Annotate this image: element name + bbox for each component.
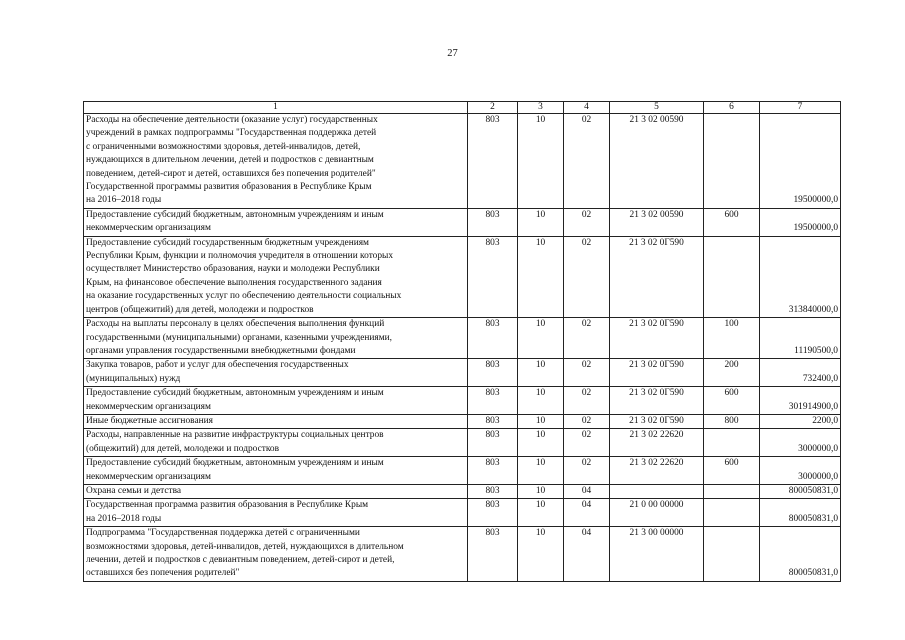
expense-name-line: осуществляет Министерство образования, науки и молодежи Республики	[86, 264, 380, 275]
expense-name-cell	[84, 208, 468, 236]
expense-type-cell	[704, 429, 760, 457]
expense-name-line: Республики Крым, функции и полномочия учредителя в отношении которых	[86, 251, 394, 262]
target-article-cell: 21 3 02 00590	[610, 208, 704, 236]
expense-type-cell	[704, 527, 760, 582]
section-cell: 10	[518, 429, 564, 457]
table-row	[84, 236, 841, 317]
expense-name-line: Охрана семьи и детства	[86, 485, 182, 496]
expense-type-cell: 600	[704, 387, 760, 415]
amount-cell: 732400,0	[760, 359, 841, 387]
expense-name-cell	[84, 414, 468, 428]
amount-cell: 3000000,0	[760, 429, 841, 457]
expense-name-line: поведением, детей-сирот и детей, оставшихся без попечения родителей"	[86, 168, 376, 179]
table-row	[84, 318, 841, 359]
subsection-cell: 02	[564, 318, 610, 359]
subsection-cell: 02	[564, 414, 610, 428]
expense-name-line: оставшихся без попечения родителей"	[86, 568, 240, 579]
amount-cell: 11190500,0	[760, 318, 841, 359]
expense-type-cell: 100	[704, 318, 760, 359]
table-row	[84, 359, 841, 387]
expense-type-cell: 600	[704, 208, 760, 236]
expense-type-cell	[704, 484, 760, 498]
column-number-cell: 5	[610, 102, 704, 114]
expense-name-line: Расходы на выплаты персоналу в целях обеспечения выполнения функций	[86, 319, 385, 330]
grbs-cell: 803	[468, 527, 518, 582]
expense-name-line: центров (общежитий) для детей, молодежи и подростков	[86, 304, 314, 315]
grbs-cell: 803	[468, 484, 518, 498]
expense-name-line: Предоставление субсидий бюджетным, автономным учреждениям и иным	[86, 209, 384, 220]
table-row	[84, 457, 841, 485]
amount-cell: 800050831,0	[760, 527, 841, 582]
table-row	[84, 387, 841, 415]
expense-type-cell: 600	[704, 457, 760, 485]
grbs-cell: 803	[468, 387, 518, 415]
expense-name-cell	[84, 114, 468, 209]
expense-name-line: Подпрограмма "Государственная поддержка детей с ограниченными	[86, 528, 360, 539]
grbs-cell: 803	[468, 429, 518, 457]
section-cell: 10	[518, 387, 564, 415]
subsection-cell: 02	[564, 114, 610, 209]
target-article-cell: 21 3 02 0Г590	[610, 359, 704, 387]
expense-name-line: Закупка товаров, работ и услуг для обеспечения государственных	[86, 360, 349, 371]
grbs-cell: 803	[468, 318, 518, 359]
section-cell: 10	[518, 236, 564, 317]
expense-name-line: на 2016–2018 годы	[86, 195, 162, 206]
expense-name-line: (общежитий) для детей, молодежи и подростков	[86, 443, 280, 454]
expense-name-cell	[84, 387, 468, 415]
grbs-cell: 803	[468, 359, 518, 387]
expense-type-cell	[704, 236, 760, 317]
table-row	[84, 527, 841, 582]
table-row	[84, 414, 841, 428]
section-cell: 10	[518, 114, 564, 209]
expense-type-cell	[704, 499, 760, 527]
section-cell: 10	[518, 414, 564, 428]
expense-name-line: органами управления государственными внебюджетными фондами	[86, 345, 356, 356]
expense-name-cell	[84, 359, 468, 387]
column-number-cell: 3	[518, 102, 564, 114]
page-number: 27	[447, 48, 458, 59]
column-number-cell: 2	[468, 102, 518, 114]
section-cell: 10	[518, 499, 564, 527]
section-cell: 10	[518, 208, 564, 236]
column-number-cell: 4	[564, 102, 610, 114]
column-number-row	[84, 102, 841, 114]
expense-name-line: Предоставление субсидий бюджетным, автономным учреждениям и иным	[86, 388, 384, 399]
expense-name-line: Предоставление субсидий государственным бюджетным учреждениям	[86, 237, 369, 248]
target-article-cell: 21 3 02 22620	[610, 429, 704, 457]
target-article-cell: 21 3 02 00590	[610, 114, 704, 209]
expense-name-cell	[84, 527, 468, 582]
amount-cell: 313840000,0	[760, 236, 841, 317]
expense-name-line: Расходы на обеспечение деятельности (оказание услуг) государственных	[86, 115, 378, 125]
expense-type-cell: 800	[704, 414, 760, 428]
section-cell: 10	[518, 318, 564, 359]
table-row	[84, 429, 841, 457]
expense-name-line: Крым, на финансовое обеспечение выполнения государственного задания	[86, 277, 382, 288]
expense-name-line: некоммерческим организациям	[86, 401, 211, 412]
grbs-cell: 803	[468, 208, 518, 236]
amount-cell: 800050831,0	[760, 499, 841, 527]
expense-name-cell	[84, 429, 468, 457]
expense-name-cell	[84, 499, 468, 527]
expense-name-line: возможностями здоровья, детей-инвалидов, детей, нуждающихся в длительном	[86, 541, 404, 552]
table-row	[84, 499, 841, 527]
amount-cell: 2200,0	[760, 414, 841, 428]
expense-name-line: на оказание государственных услуг по обеспечению деятельности социальных	[86, 291, 402, 302]
table-row	[84, 114, 841, 209]
expense-name-line: учреждений в рамках подпрограммы "Государственная поддержка детей	[86, 128, 377, 139]
expense-name-line: Государственная программа развития образования в Республике Крым	[86, 500, 369, 511]
expense-name-line: государственными (муниципальными) органами, казенными учреждениями,	[86, 332, 393, 343]
grbs-cell: 803	[468, 114, 518, 209]
expense-name-line: Государственной программы развития образования в Республике Крым	[86, 182, 372, 193]
amount-cell: 800050831,0	[760, 484, 841, 498]
target-article-cell: 21 3 02 0Г590	[610, 318, 704, 359]
target-article-cell: 21 0 00 00000	[610, 499, 704, 527]
target-article-cell: 21 3 00 00000	[610, 527, 704, 582]
target-article-cell: 21 3 02 0Г590	[610, 414, 704, 428]
column-number-cell: 1	[84, 102, 468, 114]
section-cell: 10	[518, 484, 564, 498]
table-row	[84, 208, 841, 236]
target-article-cell: 21 3 02 0Г590	[610, 236, 704, 317]
expense-name-line: некоммерческим организациям	[86, 471, 211, 482]
target-article-cell	[610, 484, 704, 498]
expense-name-line: с ограниченными возможностями здоровья, детей-инвалидов, детей,	[86, 141, 361, 152]
section-cell: 10	[518, 457, 564, 485]
target-article-cell: 21 3 02 0Г590	[610, 387, 704, 415]
subsection-cell: 02	[564, 208, 610, 236]
budget-table	[83, 101, 841, 582]
amount-cell: 19500000,0	[760, 114, 841, 209]
expense-name-line: Предоставление субсидий бюджетным, автономным учреждениям и иным	[86, 458, 384, 469]
target-article-cell: 21 3 02 22620	[610, 457, 704, 485]
grbs-cell: 803	[468, 236, 518, 317]
expense-name-line: лечении, детей и подростков с девиантным поведением, детей-сирот и детей,	[86, 555, 395, 565]
section-cell: 10	[518, 359, 564, 387]
expense-name-cell	[84, 318, 468, 359]
column-number-cell: 7	[760, 102, 841, 114]
expense-name-cell	[84, 457, 468, 485]
amount-cell: 19500000,0	[760, 208, 841, 236]
subsection-cell: 04	[564, 527, 610, 582]
expense-name-line: нуждающихся в длительном лечении, детей и подростков с девиантным	[86, 155, 374, 166]
expense-name-cell	[84, 236, 468, 317]
expense-name-line: Расходы, направленные на развитие инфраструктуры социальных центров	[86, 430, 384, 441]
amount-cell: 301914900,0	[760, 387, 841, 415]
table-row	[84, 484, 841, 498]
grbs-cell: 803	[468, 414, 518, 428]
grbs-cell: 803	[468, 457, 518, 485]
expense-name-cell	[84, 484, 468, 498]
subsection-cell: 02	[564, 429, 610, 457]
expense-type-cell	[704, 114, 760, 209]
subsection-cell: 02	[564, 359, 610, 387]
grbs-cell: 803	[468, 499, 518, 527]
subsection-cell: 02	[564, 236, 610, 317]
expense-name-line: на 2016–2018 годы	[86, 513, 162, 524]
subsection-cell: 04	[564, 499, 610, 527]
expense-type-cell: 200	[704, 359, 760, 387]
subsection-cell: 04	[564, 484, 610, 498]
subsection-cell: 02	[564, 387, 610, 415]
expense-name-line: некоммерческим организациям	[86, 223, 211, 234]
column-number-cell: 6	[704, 102, 760, 114]
expense-name-line: Иные бюджетные ассигнования	[86, 415, 213, 426]
amount-cell: 3000000,0	[760, 457, 841, 485]
subsection-cell: 02	[564, 457, 610, 485]
expense-name-line: (муниципальных) нужд	[86, 373, 181, 384]
section-cell: 10	[518, 527, 564, 582]
